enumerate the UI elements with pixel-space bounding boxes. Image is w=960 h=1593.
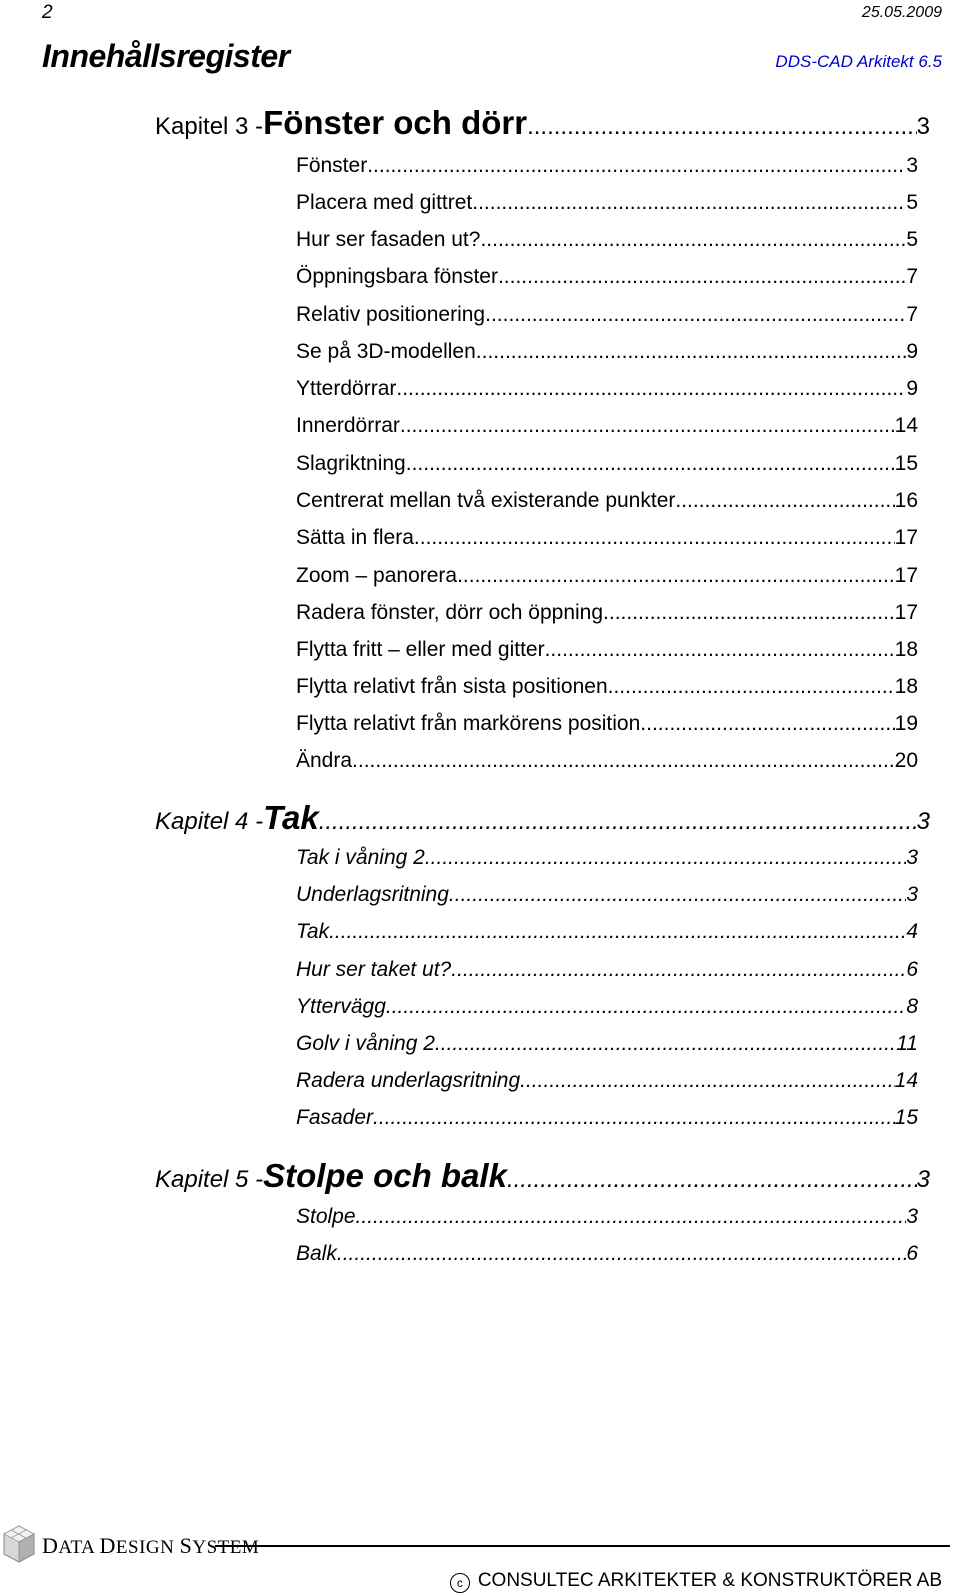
chapter-title: Fönster och dörr — [263, 104, 528, 141]
dot-leader — [640, 712, 894, 736]
dot-leader — [406, 452, 895, 476]
entry-page: 20 — [894, 749, 918, 772]
toc-entry[interactable] — [296, 995, 918, 1019]
dot-leader — [527, 113, 917, 141]
entry-label: Relativ positionering — [296, 303, 486, 326]
entry-label: Ändra — [296, 749, 353, 772]
entry-label: Fasader — [296, 1106, 374, 1129]
toc-entry[interactable] — [296, 712, 918, 736]
chapter-prefix: Kapitel 5 - — [155, 1166, 264, 1193]
entry-label: Ytterdörrar — [296, 377, 397, 400]
toc-entry[interactable] — [296, 920, 918, 944]
entry-label: Flytta relativt från markörens position — [296, 712, 641, 735]
entry-label: Radera underlagsritning — [296, 1069, 521, 1092]
toc-entry[interactable] — [296, 414, 918, 438]
entry-label: Slagriktning — [296, 452, 406, 475]
toc-entry[interactable] — [296, 1242, 918, 1266]
toc-entry[interactable] — [296, 564, 918, 588]
dot-leader — [337, 1242, 906, 1266]
dot-leader — [608, 675, 895, 699]
dot-leader — [507, 1166, 917, 1194]
entry-page: 7 — [906, 265, 918, 288]
chapter-prefix: Kapitel 3 - — [155, 113, 264, 140]
entry-label: Stolpe — [296, 1205, 356, 1228]
entry-page: 9 — [906, 340, 918, 363]
toc-entry[interactable] — [296, 749, 918, 773]
entry-page: 16 — [894, 489, 918, 512]
dot-leader — [457, 564, 895, 588]
toc-entry[interactable] — [296, 303, 918, 327]
toc-entry[interactable] — [296, 846, 918, 870]
entry-label: Fönster — [296, 154, 368, 177]
entry-page: 17 — [894, 526, 918, 549]
entry-label: Golv i våning 2 — [296, 1032, 435, 1055]
dot-leader — [319, 808, 917, 836]
entry-label: Hur ser taket ut? — [296, 958, 452, 981]
data-design-system-logo-icon — [2, 1524, 36, 1564]
dot-leader — [425, 846, 907, 870]
toc-entry[interactable] — [296, 228, 918, 252]
entry-page: 7 — [906, 303, 918, 326]
dot-leader — [480, 228, 906, 252]
page-number: 2 — [42, 2, 53, 23]
dot-leader — [545, 638, 895, 662]
toc-entry[interactable] — [296, 601, 918, 625]
copyright-notice — [450, 1570, 942, 1593]
toc-entry[interactable] — [296, 265, 918, 289]
entry-page: 6 — [906, 1242, 918, 1265]
dot-leader — [603, 601, 895, 625]
entry-page: 17 — [894, 601, 918, 624]
chapter-prefix: Kapitel 4 - — [155, 808, 264, 835]
entry-page: 14 — [894, 1069, 918, 1092]
logo-word: ESIGN — [115, 1537, 180, 1558]
toc-entry[interactable] — [296, 1205, 918, 1229]
entry-label: Zoom – panorera — [296, 564, 458, 587]
entry-page: 3 — [906, 846, 918, 869]
dot-leader — [352, 749, 895, 773]
dot-leader — [485, 303, 906, 327]
chapter-title: Tak — [263, 799, 319, 836]
dot-leader — [356, 1205, 907, 1229]
dot-leader — [386, 995, 906, 1019]
dot-leader — [435, 1032, 896, 1056]
entry-page: 17 — [894, 564, 918, 587]
entry-page: 15 — [894, 452, 918, 475]
toc-entry[interactable] — [296, 958, 918, 982]
chapter-page: 3 — [916, 808, 930, 835]
entry-label: Tak i våning 2 — [296, 846, 425, 869]
toc-chapter-3[interactable] — [155, 104, 930, 142]
entry-label: Flytta relativt från sista positionen — [296, 675, 608, 698]
dot-leader — [367, 154, 906, 178]
entry-page: 19 — [894, 712, 918, 735]
dot-leader — [675, 489, 894, 513]
dot-leader — [449, 883, 906, 907]
entry-page: 8 — [906, 995, 918, 1018]
entry-label: Underlagsritning — [296, 883, 449, 906]
toc-chapter-5[interactable] — [155, 1157, 930, 1195]
dot-leader — [451, 958, 906, 982]
toc-entry[interactable] — [296, 883, 918, 907]
chapter-page: 3 — [916, 113, 930, 140]
toc-entry[interactable] — [296, 191, 918, 215]
entry-label: Sätta in flera — [296, 526, 414, 549]
toc-entry[interactable] — [296, 638, 918, 662]
entry-page: 14 — [894, 414, 918, 437]
document-date: 25.05.2009 — [861, 4, 942, 21]
dot-leader — [373, 1106, 895, 1130]
dot-leader — [472, 191, 906, 215]
toc-entry[interactable] — [296, 1069, 918, 1093]
chapter-title: Stolpe och balk — [263, 1157, 507, 1194]
toc-chapter-4[interactable] — [155, 799, 930, 837]
toc-entry[interactable] — [296, 1032, 918, 1056]
entry-page: 5 — [906, 228, 918, 251]
toc-entry[interactable] — [296, 377, 918, 401]
entry-page: 9 — [906, 377, 918, 400]
logo-word: YSTEM — [192, 1537, 260, 1558]
logo-initial: S — [179, 1533, 193, 1558]
entry-page: 6 — [906, 958, 918, 981]
logo-initial: D — [99, 1533, 116, 1558]
copyright-icon: c — [450, 1573, 470, 1593]
entry-page: 15 — [894, 1106, 918, 1129]
entry-label: Balk — [296, 1242, 337, 1265]
dot-leader — [329, 920, 906, 944]
copyright-text: CONSULTEC ARKITEKTER & KONSTRUKTÖRER AB — [477, 1570, 942, 1591]
entry-page: 5 — [906, 191, 918, 214]
toc-entry[interactable] — [296, 340, 918, 364]
toc-entry[interactable] — [296, 489, 918, 513]
entry-label: Flytta fritt – eller med gitter — [296, 638, 545, 661]
entry-page: 11 — [896, 1032, 918, 1055]
toc-entry[interactable] — [296, 154, 918, 178]
dot-leader — [414, 526, 895, 550]
footer-divider — [215, 1545, 950, 1547]
dot-leader — [396, 377, 906, 401]
logo-initial: D — [42, 1533, 59, 1558]
product-label: DDS-CAD Arkitekt 6.5 — [775, 52, 942, 71]
entry-label: Placera med gittret — [296, 191, 473, 214]
entry-label: Centrerat mellan två existerande punkter — [296, 489, 676, 512]
entry-label: Tak — [296, 920, 330, 943]
logo-word: ATA — [58, 1537, 100, 1558]
toc-entry[interactable] — [296, 452, 918, 476]
entry-page: 3 — [906, 154, 918, 177]
dot-leader — [498, 265, 906, 289]
page-title: Innehållsregister — [42, 38, 290, 74]
entry-page: 18 — [894, 638, 918, 661]
entry-page: 18 — [894, 675, 918, 698]
entry-page: 3 — [906, 883, 918, 906]
entry-page: 4 — [906, 920, 918, 943]
entry-label: Öppningsbara fönster — [296, 265, 498, 288]
entry-label: Se på 3D-modellen — [296, 340, 476, 363]
toc-entry[interactable] — [296, 675, 918, 699]
entry-page: 3 — [906, 1205, 918, 1228]
entry-label: Radera fönster, dörr och öppning — [296, 601, 604, 624]
dot-leader — [520, 1069, 895, 1093]
chapter-page: 3 — [916, 1166, 930, 1193]
toc-entry[interactable] — [296, 526, 918, 550]
entry-label: Innerdörrar — [296, 414, 400, 437]
entry-label: Hur ser fasaden ut? — [296, 228, 481, 251]
entry-label: Yttervägg — [296, 995, 386, 1018]
dot-leader — [400, 414, 895, 438]
dot-leader — [476, 340, 907, 364]
toc-entry[interactable] — [296, 1106, 918, 1130]
